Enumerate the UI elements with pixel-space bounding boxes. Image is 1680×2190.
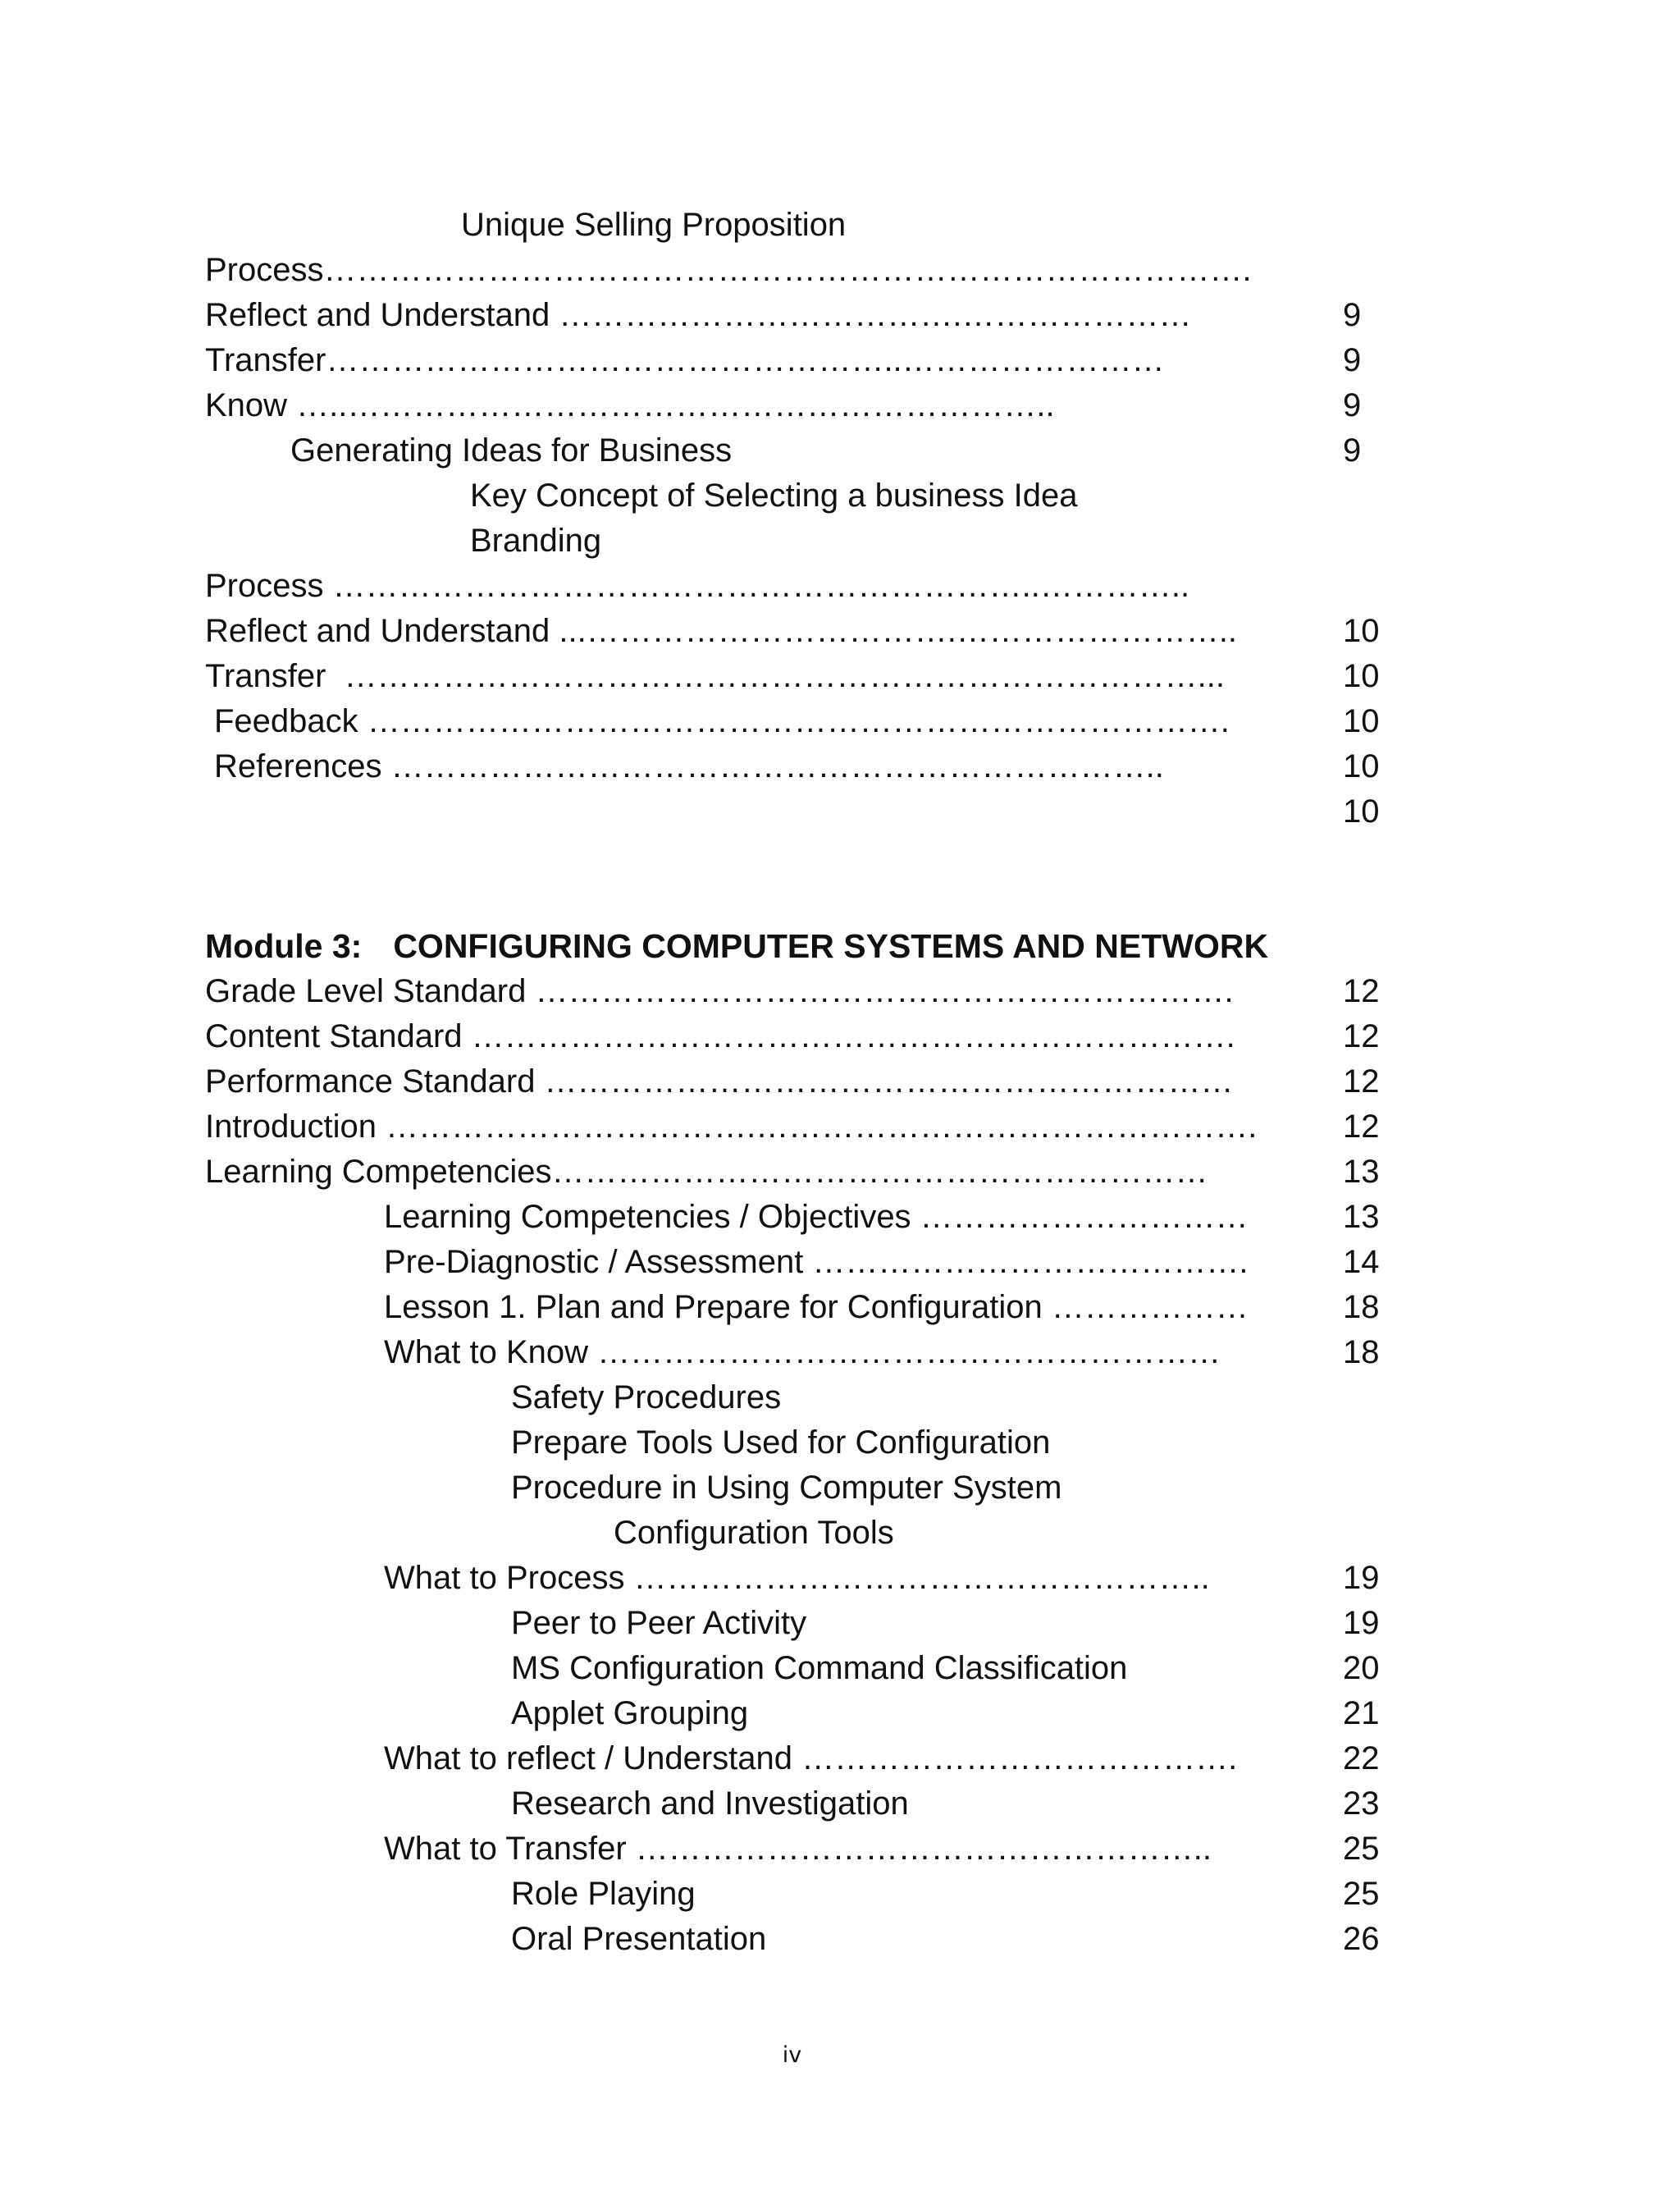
toc-entry: Content Standard ……………………………………………………………. (205, 1018, 1235, 1054)
toc-page-number: 18 (1343, 1334, 1380, 1370)
toc-entry: What to Transfer …………………………………………….. (384, 1831, 1212, 1867)
toc-page-number: 25 (1343, 1876, 1380, 1912)
toc-entry: Feedback ……………………………………………………………………. (214, 703, 1230, 739)
toc-page-number: 19 (1343, 1605, 1380, 1641)
toc-page-number: 9 (1343, 342, 1362, 378)
toc-page-number: 25 (1343, 1831, 1380, 1867)
toc-page-number: 14 (1343, 1244, 1380, 1280)
toc-page-number: 10 (1343, 703, 1380, 739)
toc-entry: Pre-Diagnostic / Assessment …………………………………. (384, 1244, 1249, 1280)
toc-entry: Learning Competencies / Objectives ………………………… (384, 1199, 1249, 1235)
toc-entry: Unique Selling Proposition (461, 207, 847, 243)
module-heading (205, 926, 1268, 966)
toc-page-number: 10 (1343, 658, 1380, 694)
toc-page-number: 9 (1343, 297, 1362, 333)
toc-page-number: 22 (1343, 1740, 1380, 1776)
toc-entry: Transfer ……………………………………………………………………... (205, 658, 1226, 694)
toc-entry: Generating Ideas for Business (290, 432, 733, 469)
toc-page-number: 10 (1343, 748, 1380, 784)
toc-entry: Reflect and Understand ……………………………….………………… (205, 297, 1192, 333)
toc-page-number: 12 (1343, 1063, 1380, 1100)
toc-entry: Grade Level Standard ………………………………………………………. (205, 973, 1234, 1009)
toc-page-number: 9 (1343, 387, 1362, 423)
module-label: Module 3: (205, 927, 363, 965)
toc-entry: What to reflect / Understand …………………………………. (384, 1740, 1238, 1776)
toc-page-number: 20 (1343, 1650, 1380, 1686)
toc-entry: Key Concept of Selecting a business Idea (470, 478, 1078, 514)
toc-page-number: 19 (1343, 1560, 1380, 1596)
toc-entry: Role Playing (511, 1876, 696, 1912)
toc-entry: Process…………………………………………………………………………. (205, 252, 1252, 288)
toc-entry: Branding (470, 523, 602, 559)
toc-page-number: 21 (1343, 1695, 1380, 1731)
toc-entry: Oral Presentation (511, 1921, 767, 1957)
toc-entry: References …………………………………………………………….. (214, 748, 1164, 784)
toc-entry: Safety Procedures (511, 1379, 782, 1415)
toc-page-number: 10 (1343, 613, 1380, 649)
toc-entry: Reflect and Understand ...…………………………….…………………….. (205, 613, 1238, 649)
toc-page-number: 18 (1343, 1289, 1380, 1325)
toc-entry: Applet Grouping (511, 1695, 749, 1731)
toc-page-number: 12 (1343, 1109, 1380, 1145)
toc-entry: Lesson 1. Plan and Prepare for Configuration ……………… (384, 1289, 1249, 1325)
toc-page-number: 13 (1343, 1199, 1380, 1235)
toc-entry: Introduction …………………………….………………………………………. (205, 1109, 1258, 1145)
toc-entry: What to Know ………………………………………………… (384, 1334, 1221, 1370)
page-number: iv (782, 2042, 802, 2068)
toc-page-number: 23 (1343, 1785, 1380, 1822)
toc-entry: What to Process …………………………………………….. (384, 1560, 1210, 1596)
toc-page-number: 9 (1343, 432, 1362, 469)
toc-entry: Process ………………………………………………………..………….. (205, 568, 1190, 604)
toc-page-number: 12 (1343, 973, 1380, 1009)
toc-page-number: 12 (1343, 1018, 1380, 1054)
toc-entry: Peer to Peer Activity (511, 1605, 807, 1641)
toc-page-number: 13 (1343, 1154, 1380, 1190)
toc-entry: Transfer……………………………………………..…………………… (205, 342, 1165, 378)
toc-entry: Performance Standard ……………………………………………………… (205, 1063, 1234, 1100)
toc-entry: Research and Investigation (511, 1785, 909, 1822)
toc-entry: MS Configuration Command Classification (511, 1650, 1128, 1686)
toc-page-number: 10 (1343, 793, 1380, 830)
module-title: CONFIGURING COMPUTER SYSTEMS AND NETWORK (393, 927, 1269, 965)
toc-page-number: 26 (1343, 1921, 1380, 1957)
toc-entry: Prepare Tools Used for Configuration (511, 1424, 1051, 1461)
toc-entry: Configuration Tools (614, 1515, 894, 1551)
toc-entry: Procedure in Using Computer System (511, 1470, 1062, 1506)
toc-entry: Learning Competencies…………………………………………………… (205, 1154, 1208, 1190)
toc-entry: Know …..……………………………………………………….. (205, 387, 1055, 423)
